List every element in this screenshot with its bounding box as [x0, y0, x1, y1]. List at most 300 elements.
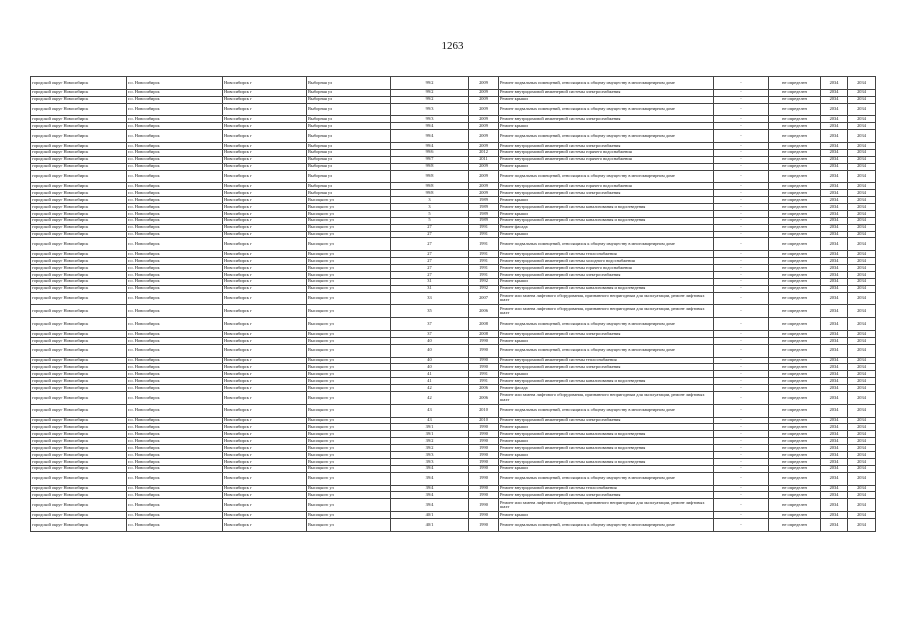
cell-year-built: 2006 [469, 385, 499, 392]
cell-settlement: г.о. Новосибирск [127, 163, 223, 170]
cell-year-built: 1990 [469, 424, 499, 431]
cell-municipality: городской округ Новосибирск [31, 385, 127, 392]
cell-cost-status: не определен [769, 77, 821, 90]
cell-settlement: г.о. Новосибирск [127, 305, 223, 318]
cell-year-end: 2034 [848, 190, 876, 197]
cell-work-type: Ремонт внутридомовой инженерной системы канализования и водоотведения [499, 378, 714, 385]
cell-year-start: 2034 [821, 190, 848, 197]
cell-municipality: городской округ Новосибирск [31, 183, 127, 190]
cell-settlement: г.о. Новосибирск [127, 452, 223, 459]
cell-year-end: 2034 [848, 278, 876, 285]
table-row [31, 445, 876, 452]
table-row [31, 472, 876, 485]
cell-street: Высоцкого ул [307, 417, 391, 424]
cell-work-type: Ремонт внутридомовой инженерной системы теплоснабжения [499, 251, 714, 258]
cell-house-number: 35 [391, 305, 469, 318]
cell-municipality: городской округ Новосибирск [31, 431, 127, 438]
cell-year-built: 1990 [469, 337, 499, 344]
cell-work-type: Ремонт фасада [499, 224, 714, 231]
cell-cost-status: не определен [769, 271, 821, 278]
cell-dash: - [714, 431, 769, 438]
cell-settlement: г.о. Новосибирск [127, 116, 223, 123]
cell-cost-status: не определен [769, 472, 821, 485]
cell-city: Новосибирск г [223, 458, 307, 465]
cell-city: Новосибирск г [223, 357, 307, 364]
cell-settlement: г.о. Новосибирск [127, 378, 223, 385]
cell-street: Высоцкого ул [307, 438, 391, 445]
cell-year-end: 2034 [848, 197, 876, 204]
cell-city: Новосибирск г [223, 452, 307, 459]
cell-year-end: 2034 [848, 337, 876, 344]
cell-settlement: г.о. Новосибирск [127, 364, 223, 371]
cell-dash: - [714, 512, 769, 519]
cell-year-start: 2034 [821, 116, 848, 123]
cell-year-start: 2034 [821, 371, 848, 378]
cell-house-number: 99/8 [391, 190, 469, 197]
cell-dash: - [714, 344, 769, 357]
cell-cost-status: не определен [769, 452, 821, 459]
cell-settlement: г.о. Новосибирск [127, 103, 223, 116]
cell-city: Новосибирск г [223, 472, 307, 485]
cell-work-type: Ремонт подвальных помещений, относящихся к общему имуществу в многоквартирном доме [499, 130, 714, 143]
cell-city: Новосибирск г [223, 344, 307, 357]
cell-work-type: Ремонт подвальных помещений, относящихся к общему имуществу в многоквартирном доме [499, 318, 714, 331]
cell-cost-status: не определен [769, 251, 821, 258]
cell-settlement: г.о. Новосибирск [127, 512, 223, 519]
cell-year-start: 2034 [821, 170, 848, 183]
cell-year-start: 2034 [821, 238, 848, 251]
cell-year-built: 2010 [469, 404, 499, 417]
cell-house-number: 43 [391, 417, 469, 424]
cell-city: Новосибирск г [223, 392, 307, 405]
table-row [31, 103, 876, 116]
cell-street: Высоцкого ул [307, 251, 391, 258]
cell-year-end: 2034 [848, 318, 876, 331]
cell-city: Новосибирск г [223, 445, 307, 452]
cell-year-start: 2034 [821, 251, 848, 258]
cell-settlement: г.о. Новосибирск [127, 197, 223, 204]
cell-house-number: 3 [391, 197, 469, 204]
cell-municipality: городской округ Новосибирск [31, 163, 127, 170]
cell-street: Высоцкого ул [307, 278, 391, 285]
cell-dash: - [714, 89, 769, 96]
cell-municipality: городской округ Новосибирск [31, 116, 127, 123]
cell-municipality: городской округ Новосибирск [31, 231, 127, 238]
cell-year-start: 2034 [821, 142, 848, 149]
cell-year-start: 2034 [821, 404, 848, 417]
cell-city: Новосибирск г [223, 231, 307, 238]
cell-year-end: 2034 [848, 378, 876, 385]
cell-street: Выборная ул [307, 96, 391, 103]
cell-year-end: 2034 [848, 238, 876, 251]
table-row [31, 197, 876, 204]
cell-cost-status: не определен [769, 116, 821, 123]
table-row [31, 190, 876, 197]
table-row [31, 149, 876, 156]
cell-work-type: Ремонт внутридомовой инженерной системы электроснабжения [499, 89, 714, 96]
cell-house-number: 3 [391, 203, 469, 210]
cell-year-built: 1990 [469, 344, 499, 357]
cell-municipality: городской округ Новосибирск [31, 77, 127, 90]
cell-city: Новосибирск г [223, 210, 307, 217]
cell-municipality: городской округ Новосибирск [31, 123, 127, 130]
cell-work-type: Ремонт внутридомовой инженерной системы горячего водоснабжения [499, 149, 714, 156]
cell-cost-status: не определен [769, 378, 821, 385]
cell-work-type: Ремонт подвальных помещений, относящихся к общему имуществу в многоквартирном доме [499, 103, 714, 116]
cell-municipality: городской округ Новосибирск [31, 285, 127, 292]
cell-city: Новосибирск г [223, 89, 307, 96]
cell-year-end: 2034 [848, 472, 876, 485]
cell-dash: - [714, 485, 769, 492]
cell-municipality: городской округ Новосибирск [31, 445, 127, 452]
cell-year-built: 1989 [469, 217, 499, 224]
table-row [31, 224, 876, 231]
cell-house-number: 27 [391, 238, 469, 251]
cell-municipality: городской округ Новосибирск [31, 472, 127, 485]
cell-cost-status: не определен [769, 431, 821, 438]
cell-city: Новосибирск г [223, 318, 307, 331]
cell-year-built: 1991 [469, 231, 499, 238]
cell-municipality: городской округ Новосибирск [31, 364, 127, 371]
cell-year-built: 2012 [469, 149, 499, 156]
cell-settlement: г.о. Новосибирск [127, 156, 223, 163]
cell-city: Новосибирск г [223, 385, 307, 392]
cell-year-start: 2034 [821, 130, 848, 143]
cell-city: Новосибирск г [223, 417, 307, 424]
cell-year-start: 2034 [821, 392, 848, 405]
cell-municipality: городской округ Новосибирск [31, 330, 127, 337]
cell-street: Высоцкого ул [307, 224, 391, 231]
cell-street: Высоцкого ул [307, 271, 391, 278]
cell-house-number: 39/3 [391, 452, 469, 459]
cell-year-start: 2034 [821, 265, 848, 272]
cell-street: Высоцкого ул [307, 217, 391, 224]
cell-settlement: г.о. Новосибирск [127, 465, 223, 472]
cell-settlement: г.о. Новосибирск [127, 123, 223, 130]
cell-settlement: г.о. Новосибирск [127, 518, 223, 531]
cell-street: Выборная ул [307, 142, 391, 149]
cell-year-built: 1990 [469, 512, 499, 519]
cell-year-built: 1990 [469, 357, 499, 364]
cell-house-number: 40/1 [391, 512, 469, 519]
cell-municipality: городской округ Новосибирск [31, 499, 127, 512]
cell-year-end: 2034 [848, 371, 876, 378]
cell-dash: - [714, 130, 769, 143]
cell-settlement: г.о. Новосибирск [127, 170, 223, 183]
cell-cost-status: не определен [769, 357, 821, 364]
cell-dash: - [714, 271, 769, 278]
cell-street: Высоцкого ул [307, 231, 391, 238]
cell-dash: - [714, 278, 769, 285]
cell-work-type: Ремонт внутридомовой инженерной системы электроснабжения [499, 492, 714, 499]
cell-cost-status: не определен [769, 492, 821, 499]
cell-year-start: 2034 [821, 344, 848, 357]
cell-dash: - [714, 123, 769, 130]
cell-year-built: 1992 [469, 278, 499, 285]
cell-work-type: Ремонт крыши [499, 96, 714, 103]
cell-street: Высоцкого ул [307, 492, 391, 499]
cell-year-start: 2034 [821, 518, 848, 531]
table-row [31, 404, 876, 417]
cell-work-type: Ремонт внутридомовой инженерной системы горячего водоснабжения [499, 265, 714, 272]
cell-city: Новосибирск г [223, 251, 307, 258]
cell-municipality: городской округ Новосибирск [31, 170, 127, 183]
cell-year-start: 2034 [821, 183, 848, 190]
cell-settlement: г.о. Новосибирск [127, 417, 223, 424]
cell-year-end: 2034 [848, 492, 876, 499]
cell-year-built: 2008 [469, 330, 499, 337]
cell-year-start: 2034 [821, 424, 848, 431]
cell-year-start: 2034 [821, 149, 848, 156]
cell-settlement: г.о. Новосибирск [127, 357, 223, 364]
cell-year-end: 2034 [848, 512, 876, 519]
cell-year-end: 2034 [848, 392, 876, 405]
cell-municipality: городской округ Новосибирск [31, 156, 127, 163]
cell-street: Выборная ул [307, 103, 391, 116]
table-row [31, 123, 876, 130]
cell-settlement: г.о. Новосибирск [127, 96, 223, 103]
cell-dash: - [714, 378, 769, 385]
cell-house-number: 43 [391, 404, 469, 417]
cell-settlement: г.о. Новосибирск [127, 445, 223, 452]
cell-settlement: г.о. Новосибирск [127, 238, 223, 251]
cell-settlement: г.о. Новосибирск [127, 89, 223, 96]
table-row [31, 330, 876, 337]
cell-street: Высоцкого ул [307, 305, 391, 318]
cell-year-end: 2034 [848, 123, 876, 130]
cell-cost-status: не определен [769, 156, 821, 163]
cell-municipality: городской округ Новосибирск [31, 197, 127, 204]
cell-cost-status: не определен [769, 292, 821, 305]
cell-street: Высоцкого ул [307, 371, 391, 378]
cell-work-type: Ремонт подвальных помещений, относящихся к общему имуществу в многоквартирном доме [499, 238, 714, 251]
cell-work-type: Ремонт внутридомовой инженерной системы холодного водоснабжения [499, 258, 714, 265]
cell-year-built: 1991 [469, 271, 499, 278]
cell-work-type: Ремонт внутридомовой инженерной системы электроснабжения [499, 190, 714, 197]
cell-settlement: г.о. Новосибирск [127, 210, 223, 217]
cell-year-built: 2009 [469, 190, 499, 197]
cell-street: Высоцкого ул [307, 318, 391, 331]
cell-year-end: 2034 [848, 458, 876, 465]
cell-city: Новосибирск г [223, 190, 307, 197]
cell-work-type: Ремонт крыши [499, 197, 714, 204]
cell-year-built: 2009 [469, 163, 499, 170]
cell-house-number: 39/4 [391, 492, 469, 499]
cell-house-number: 99/4 [391, 142, 469, 149]
cell-settlement: г.о. Новосибирск [127, 265, 223, 272]
cell-house-number: 5 [391, 217, 469, 224]
cell-city: Новосибирск г [223, 271, 307, 278]
cell-year-built: 2007 [469, 292, 499, 305]
cell-city: Новосибирск г [223, 156, 307, 163]
cell-work-type: Ремонт крыши [499, 438, 714, 445]
cell-dash: - [714, 285, 769, 292]
cell-house-number: 40 [391, 344, 469, 357]
cell-house-number: 99/8 [391, 170, 469, 183]
cell-cost-status: не определен [769, 330, 821, 337]
cell-year-built: 2009 [469, 77, 499, 90]
cell-settlement: г.о. Новосибирск [127, 404, 223, 417]
cell-house-number: 39/2 [391, 445, 469, 452]
cell-year-start: 2034 [821, 197, 848, 204]
cell-municipality: городской округ Новосибирск [31, 292, 127, 305]
cell-year-end: 2034 [848, 364, 876, 371]
cell-year-built: 2010 [469, 417, 499, 424]
cell-street: Выборная ул [307, 123, 391, 130]
cell-settlement: г.о. Новосибирск [127, 431, 223, 438]
cell-city: Новосибирск г [223, 197, 307, 204]
cell-work-type: Ремонт внутридомовой инженерной системы электроснабжения [499, 142, 714, 149]
cell-dash: - [714, 103, 769, 116]
cell-work-type: Ремонт или замена лифтового оборудования, признанного непригодным для эксплуатации, ремонт лифтовых шахт [499, 292, 714, 305]
cell-municipality: городской округ Новосибирск [31, 265, 127, 272]
cell-work-type: Ремонт подвальных помещений, относящихся к общему имуществу в многоквартирном доме [499, 518, 714, 531]
cell-year-built: 1991 [469, 224, 499, 231]
cell-year-end: 2034 [848, 305, 876, 318]
cell-year-end: 2034 [848, 518, 876, 531]
cell-street: Высоцкого ул [307, 485, 391, 492]
table-row [31, 77, 876, 90]
cell-settlement: г.о. Новосибирск [127, 458, 223, 465]
cell-work-type: Ремонт крыши [499, 465, 714, 472]
cell-city: Новосибирск г [223, 518, 307, 531]
cell-city: Новосибирск г [223, 130, 307, 143]
cell-municipality: городской округ Новосибирск [31, 417, 127, 424]
cell-work-type: Ремонт или замена лифтового оборудования, признанного непригодным для эксплуатации, ремонт лифтовых шахт [499, 499, 714, 512]
cell-work-type: Ремонт или замена лифтового оборудования, признанного непригодным для эксплуатации, ремонт лифтовых шахт [499, 305, 714, 318]
cell-city: Новосибирск г [223, 305, 307, 318]
cell-house-number: 99/4 [391, 130, 469, 143]
cell-municipality: городской округ Новосибирск [31, 203, 127, 210]
cell-dash: - [714, 77, 769, 90]
cell-year-start: 2034 [821, 156, 848, 163]
cell-year-start: 2034 [821, 231, 848, 238]
cell-dash: - [714, 231, 769, 238]
cell-house-number: 37 [391, 330, 469, 337]
cell-settlement: г.о. Новосибирск [127, 438, 223, 445]
cell-settlement: г.о. Новосибирск [127, 203, 223, 210]
table-row [31, 217, 876, 224]
cell-year-built: 1990 [469, 458, 499, 465]
cell-year-start: 2034 [821, 499, 848, 512]
table-row [31, 385, 876, 392]
cell-dash: - [714, 149, 769, 156]
cell-house-number: 41 [391, 371, 469, 378]
cell-dash: - [714, 518, 769, 531]
cell-dash: - [714, 292, 769, 305]
cell-city: Новосибирск г [223, 371, 307, 378]
cell-cost-status: не определен [769, 404, 821, 417]
cell-municipality: городской округ Новосибирск [31, 512, 127, 519]
table-row [31, 431, 876, 438]
cell-year-start: 2034 [821, 472, 848, 485]
cell-year-end: 2034 [848, 330, 876, 337]
cell-city: Новосибирск г [223, 77, 307, 90]
cell-work-type: Ремонт крыши [499, 163, 714, 170]
table-row [31, 438, 876, 445]
table-row [31, 170, 876, 183]
table-row [31, 271, 876, 278]
cell-cost-status: не определен [769, 217, 821, 224]
cell-street: Высоцкого ул [307, 424, 391, 431]
cell-settlement: г.о. Новосибирск [127, 499, 223, 512]
cell-street: Высоцкого ул [307, 337, 391, 344]
cell-street: Выборная ул [307, 130, 391, 143]
table-row [31, 285, 876, 292]
cell-municipality: городской округ Новосибирск [31, 96, 127, 103]
cell-dash: - [714, 265, 769, 272]
cell-municipality: городской округ Новосибирск [31, 278, 127, 285]
cell-year-start: 2034 [821, 337, 848, 344]
cell-dash: - [714, 424, 769, 431]
table-row [31, 238, 876, 251]
cell-cost-status: не определен [769, 318, 821, 331]
cell-city: Новосибирск г [223, 183, 307, 190]
cell-year-built: 2009 [469, 170, 499, 183]
cell-house-number: 99/8 [391, 163, 469, 170]
table-row [31, 183, 876, 190]
cell-city: Новосибирск г [223, 203, 307, 210]
cell-cost-status: не определен [769, 438, 821, 445]
cell-cost-status: не определен [769, 417, 821, 424]
cell-year-built: 1991 [469, 238, 499, 251]
cell-city: Новосибирск г [223, 278, 307, 285]
cell-city: Новосибирск г [223, 292, 307, 305]
table-row [31, 163, 876, 170]
cell-house-number: 99/2 [391, 89, 469, 96]
cell-year-built: 1992 [469, 285, 499, 292]
cell-year-end: 2034 [848, 203, 876, 210]
table-row [31, 210, 876, 217]
table-row [31, 452, 876, 459]
cell-year-built: 1991 [469, 265, 499, 272]
cell-year-end: 2034 [848, 103, 876, 116]
cell-cost-status: не определен [769, 337, 821, 344]
cell-work-type: Ремонт подвальных помещений, относящихся к общему имуществу в многоквартирном доме [499, 404, 714, 417]
cell-work-type: Ремонт внутридомовой инженерной системы горячего водоснабжения [499, 183, 714, 190]
cell-dash: - [714, 203, 769, 210]
cell-house-number: 27 [391, 224, 469, 231]
cell-cost-status: не определен [769, 258, 821, 265]
cell-settlement: г.о. Новосибирск [127, 271, 223, 278]
page-number: 1263 [441, 40, 464, 52]
cell-year-start: 2034 [821, 258, 848, 265]
cell-settlement: г.о. Новосибирск [127, 424, 223, 431]
cell-street: Выборная ул [307, 163, 391, 170]
cell-cost-status: не определен [769, 385, 821, 392]
capital-repair-table [30, 76, 876, 532]
cell-year-built: 1990 [469, 499, 499, 512]
cell-municipality: городской округ Новосибирск [31, 424, 127, 431]
cell-dash: - [714, 170, 769, 183]
cell-city: Новосибирск г [223, 512, 307, 519]
cell-year-built: 1990 [469, 465, 499, 472]
cell-work-type: Ремонт внутридомовой инженерной системы теплоснабжения [499, 357, 714, 364]
cell-cost-status: не определен [769, 518, 821, 531]
cell-year-start: 2034 [821, 305, 848, 318]
table-row [31, 512, 876, 519]
cell-street: Высоцкого ул [307, 518, 391, 531]
cell-city: Новосибирск г [223, 378, 307, 385]
cell-city: Новосибирск г [223, 103, 307, 116]
cell-cost-status: не определен [769, 89, 821, 96]
cell-cost-status: не определен [769, 210, 821, 217]
cell-year-end: 2034 [848, 499, 876, 512]
cell-house-number: 42 [391, 385, 469, 392]
cell-municipality: городской округ Новосибирск [31, 224, 127, 231]
cell-work-type: Ремонт крыши [499, 371, 714, 378]
cell-year-end: 2034 [848, 265, 876, 272]
